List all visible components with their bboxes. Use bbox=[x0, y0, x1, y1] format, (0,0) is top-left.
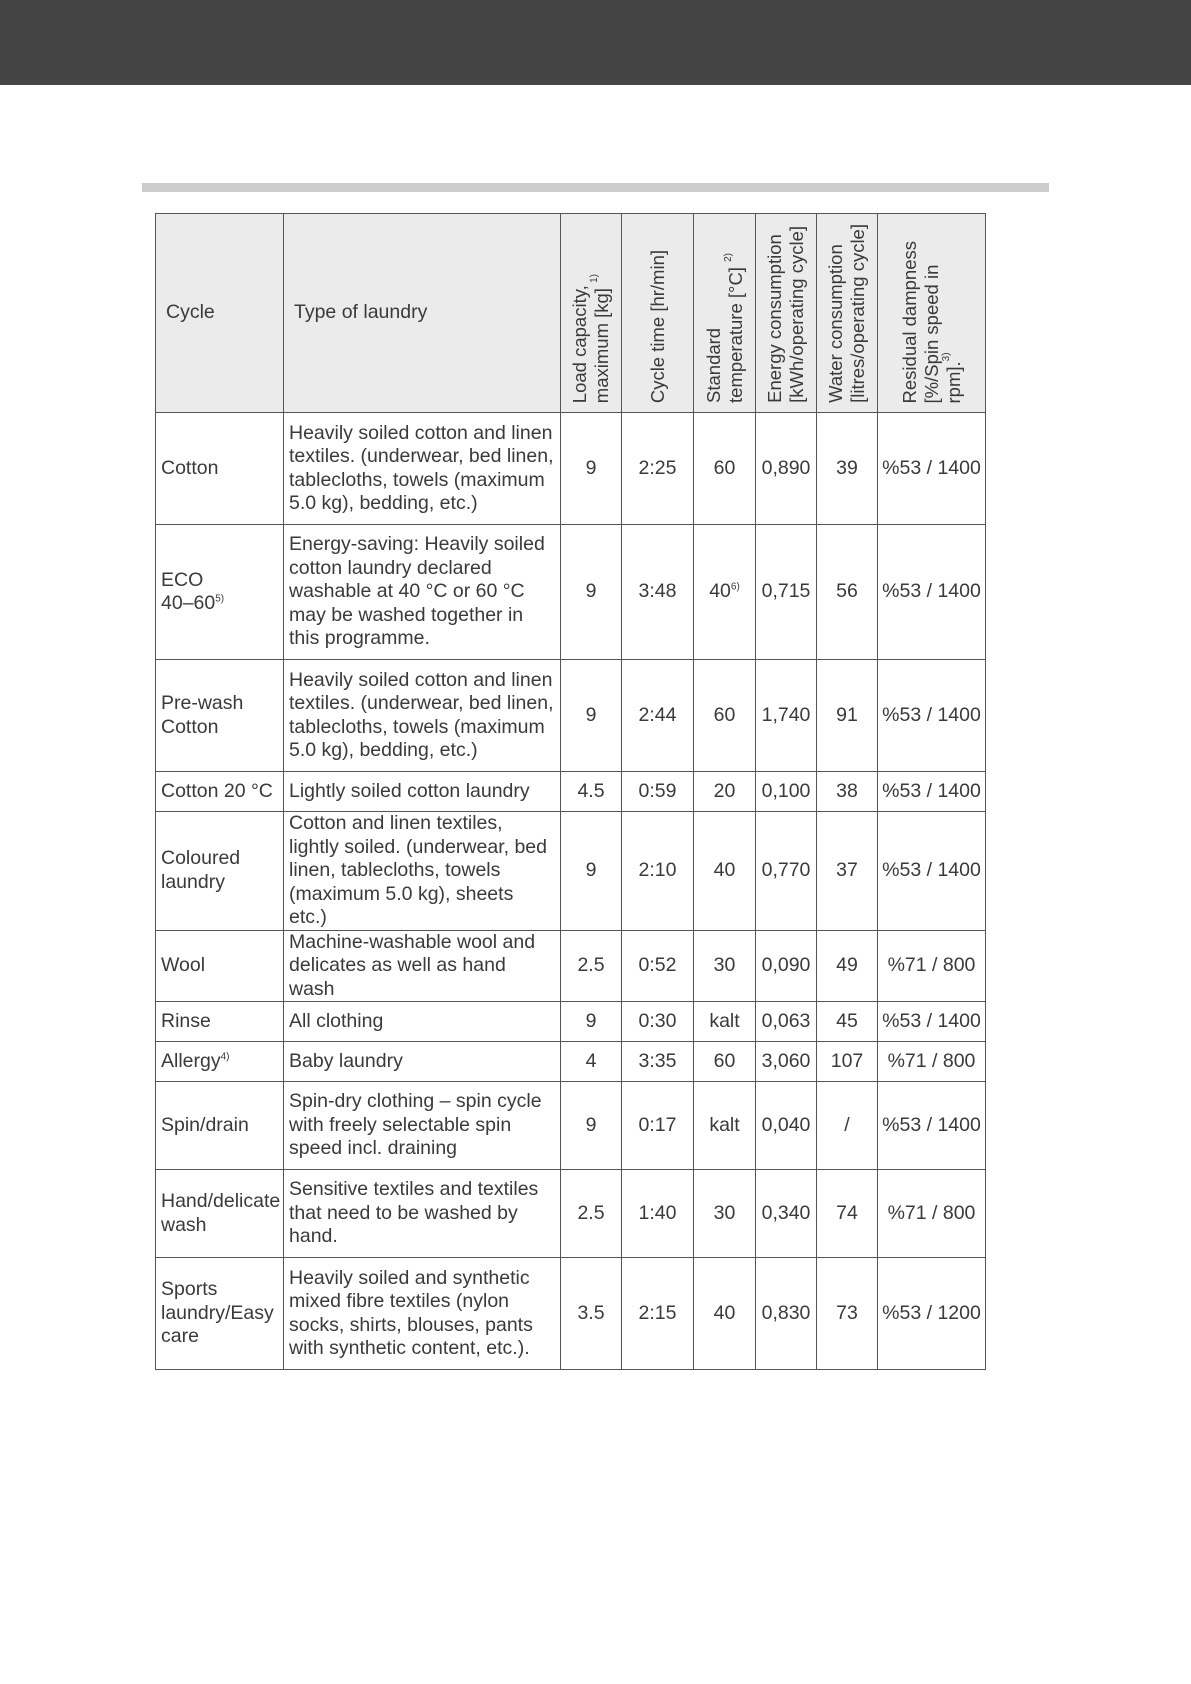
load-cell: 9 bbox=[561, 525, 622, 660]
water-cell: 45 bbox=[817, 1002, 878, 1042]
table-row bbox=[156, 812, 986, 931]
table-row bbox=[156, 772, 986, 812]
table-row bbox=[156, 660, 986, 772]
time-cell: 2:15 bbox=[622, 1258, 694, 1370]
header-standard-temperature: Standard temperature [°C] $^{2)}$ bbox=[694, 214, 756, 413]
load-cell: 2.5 bbox=[561, 1170, 622, 1258]
time-cell: 2:44 bbox=[622, 660, 694, 772]
temperature-cell: 30 bbox=[694, 930, 756, 1002]
time-cell: 0:17 bbox=[622, 1082, 694, 1170]
table-row bbox=[156, 1002, 986, 1042]
temperature-cell: 40$^{6)}$ bbox=[694, 525, 756, 660]
laundry-type-cell: Lightly soiled cotton laundry bbox=[284, 772, 561, 812]
table-row bbox=[156, 1042, 986, 1082]
load-cell: 4 bbox=[561, 1042, 622, 1082]
dampness-cell: %53 / 1400 bbox=[878, 1082, 986, 1170]
time-cell: 1:40 bbox=[622, 1170, 694, 1258]
energy-cell: 0,890 bbox=[756, 413, 817, 525]
top-bar bbox=[0, 0, 1191, 85]
header-cycle: Cycle bbox=[156, 214, 284, 413]
dampness-cell: %53 / 1400 bbox=[878, 413, 986, 525]
laundry-type-cell: All clothing bbox=[284, 1002, 561, 1042]
energy-cell: 3,060 bbox=[756, 1042, 817, 1082]
laundry-type-cell: Heavily soiled cotton and linen textiles. (underwear, bed linen, tablecloths, towels (maximum 5.0 kg), bedding, etc.) bbox=[284, 660, 561, 772]
temperature-cell: 60 bbox=[694, 1042, 756, 1082]
cycle-cell: Cotton 20 °C bbox=[156, 772, 284, 812]
dampness-cell: %53 / 1400 bbox=[878, 660, 986, 772]
water-cell: 91 bbox=[817, 660, 878, 772]
laundry-type-cell: Energy-saving: Heavily soiled cotton laundry declared washable at 40 °C or 60 °C may be washed together in this programme. bbox=[284, 525, 561, 660]
laundry-type-cell: Sensitive textiles and textiles that need to be washed by hand. bbox=[284, 1170, 561, 1258]
water-cell: 74 bbox=[817, 1170, 878, 1258]
temperature-cell: 20 bbox=[694, 772, 756, 812]
temperature-cell: 60 bbox=[694, 660, 756, 772]
temperature-cell: 40 bbox=[694, 1258, 756, 1370]
load-cell: 3.5 bbox=[561, 1258, 622, 1370]
energy-cell: 0,830 bbox=[756, 1258, 817, 1370]
dampness-cell: %53 / 1400 bbox=[878, 772, 986, 812]
load-cell: 9 bbox=[561, 1082, 622, 1170]
laundry-type-cell: Machine-washable wool and delicates as well as hand wash bbox=[284, 930, 561, 1002]
energy-cell: 0,063 bbox=[756, 1002, 817, 1042]
temperature-cell: 60 bbox=[694, 413, 756, 525]
header-type-of-laundry: Type of laundry bbox=[284, 214, 561, 413]
section-rule bbox=[142, 183, 1049, 192]
table-row bbox=[156, 525, 986, 660]
dampness-cell: %53 / 1200 bbox=[878, 1258, 986, 1370]
dampness-cell: %53 / 1400 bbox=[878, 812, 986, 931]
temperature-cell: kalt bbox=[694, 1002, 756, 1042]
header-energy-consumption: Energy consumption [kWh/operating cycle] bbox=[756, 214, 817, 413]
table-row bbox=[156, 413, 986, 525]
load-cell: 2.5 bbox=[561, 930, 622, 1002]
cycle-cell: ECO 40–60$^{5)}$ bbox=[156, 525, 284, 660]
header-cycle-time: Cycle time [hr/min] bbox=[622, 214, 694, 413]
water-cell: / bbox=[817, 1082, 878, 1170]
cycle-cell: Allergy$^{4)}$ bbox=[156, 1042, 284, 1082]
cycle-cell: Cotton bbox=[156, 413, 284, 525]
time-cell: 3:48 bbox=[622, 525, 694, 660]
header-water-consumption: Water consumption [litres/operating cycle] bbox=[817, 214, 878, 413]
header-row bbox=[156, 214, 986, 413]
cycle-cell: Rinse bbox=[156, 1002, 284, 1042]
energy-cell: 0,100 bbox=[756, 772, 817, 812]
cycle-cell: Wool bbox=[156, 930, 284, 1002]
header-residual-dampness: Residual dampness [%/Spin speed in rpm].$^{3)}$ bbox=[878, 214, 986, 413]
water-cell: 38 bbox=[817, 772, 878, 812]
energy-cell: 0,770 bbox=[756, 812, 817, 931]
programme-table bbox=[155, 213, 986, 1370]
dampness-cell: %71 / 800 bbox=[878, 1042, 986, 1082]
laundry-type-cell: Cotton and linen textiles, lightly soiled. (underwear, bed linen, tablecloths, towels (maximum 5.0 kg), sheets etc.) bbox=[284, 812, 561, 931]
temperature-cell: 30 bbox=[694, 1170, 756, 1258]
time-cell: 2:10 bbox=[622, 812, 694, 931]
dampness-cell: %71 / 800 bbox=[878, 1170, 986, 1258]
time-cell: 0:59 bbox=[622, 772, 694, 812]
time-cell: 0:30 bbox=[622, 1002, 694, 1042]
time-cell: 2:25 bbox=[622, 413, 694, 525]
load-cell: 9 bbox=[561, 1002, 622, 1042]
water-cell: 56 bbox=[817, 525, 878, 660]
cycle-cell: Pre-wash Cotton bbox=[156, 660, 284, 772]
table-row bbox=[156, 930, 986, 1002]
header-load-capacity: Load capacity, maximum [kg] $^{1)}$ bbox=[561, 214, 622, 413]
load-cell: 9 bbox=[561, 413, 622, 525]
cycle-cell: Spin/drain bbox=[156, 1082, 284, 1170]
table-row bbox=[156, 1082, 986, 1170]
water-cell: 39 bbox=[817, 413, 878, 525]
laundry-type-cell: Heavily soiled and synthetic mixed fibre textiles (nylon socks, shirts, blouses, pants with synthetic content, etc.). bbox=[284, 1258, 561, 1370]
water-cell: 37 bbox=[817, 812, 878, 931]
water-cell: 49 bbox=[817, 930, 878, 1002]
water-cell: 107 bbox=[817, 1042, 878, 1082]
temperature-cell: 40 bbox=[694, 812, 756, 931]
energy-cell: 0,040 bbox=[756, 1082, 817, 1170]
water-cell: 73 bbox=[817, 1258, 878, 1370]
cycle-cell: Coloured laundry bbox=[156, 812, 284, 931]
load-cell: 9 bbox=[561, 660, 622, 772]
laundry-type-cell: Baby laundry bbox=[284, 1042, 561, 1082]
load-cell: 9 bbox=[561, 812, 622, 931]
energy-cell: 1,740 bbox=[756, 660, 817, 772]
time-cell: 0:52 bbox=[622, 930, 694, 1002]
dampness-cell: %71 / 800 bbox=[878, 930, 986, 1002]
time-cell: 3:35 bbox=[622, 1042, 694, 1082]
table-row bbox=[156, 1258, 986, 1370]
energy-cell: 0,715 bbox=[756, 525, 817, 660]
dampness-cell: %53 / 1400 bbox=[878, 525, 986, 660]
load-cell: 4.5 bbox=[561, 772, 622, 812]
temperature-cell: kalt bbox=[694, 1082, 756, 1170]
cycle-cell: Hand/delicate wash bbox=[156, 1170, 284, 1258]
cycle-cell: Sports laundry/Easy care bbox=[156, 1258, 284, 1370]
laundry-type-cell: Spin-dry clothing – spin cycle with freely selectable spin speed incl. draining bbox=[284, 1082, 561, 1170]
dampness-cell: %53 / 1400 bbox=[878, 1002, 986, 1042]
table-row bbox=[156, 1170, 986, 1258]
energy-cell: 0,340 bbox=[756, 1170, 817, 1258]
laundry-type-cell: Heavily soiled cotton and linen textiles. (underwear, bed linen, tablecloths, towels (maximum 5.0 kg), bedding, etc.) bbox=[284, 413, 561, 525]
energy-cell: 0,090 bbox=[756, 930, 817, 1002]
